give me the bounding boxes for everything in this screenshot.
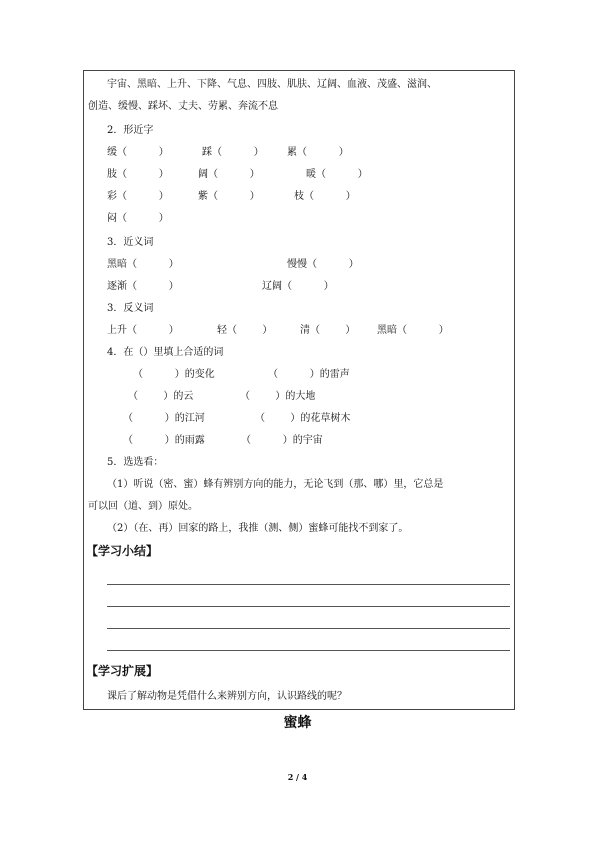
- similar-chars-item: 枝（ ）: [294, 191, 356, 202]
- section-antonyms: 3．反义词: [107, 303, 154, 314]
- antonym-item: 轻（ ）: [217, 325, 273, 336]
- fill-item: （ ）的雷声: [268, 369, 350, 380]
- fill-item: （ ）的变化: [133, 369, 215, 380]
- fill-item: （ ）的花草树木: [255, 413, 351, 424]
- similar-chars-item: 彩（ ）: [107, 191, 169, 202]
- similar-chars-item: 缓（ ）: [107, 147, 169, 158]
- extension-text: 课后了解动物是凭借什么来辨别方向，认识路线的呢？: [107, 691, 347, 702]
- similar-chars-item: 累（ ）: [287, 147, 349, 158]
- choose-question-1-line-2: 可以回（道、到）原处。: [88, 501, 198, 512]
- fill-item: （ ）的大地: [240, 391, 316, 402]
- similar-chars-item: 暖（ ）: [306, 169, 368, 180]
- antonym-item: 上升（ ）: [107, 325, 179, 336]
- similar-chars-item: 肢（ ）: [107, 169, 169, 180]
- section-synonyms: 3．近义词: [107, 237, 154, 248]
- summary-answer-line: [107, 650, 510, 651]
- vocab-line-2: 创造、缓慢、踩坏、丈夫、劳累、奔流不息: [88, 101, 278, 112]
- summary-answer-line: [107, 628, 510, 629]
- fill-item: （ ）的宇宙: [241, 435, 323, 446]
- section-similar-chars: 2．形近字: [107, 125, 154, 136]
- fill-item: （ ）的江河: [123, 413, 205, 424]
- antonym-item: 清（ ）: [300, 325, 356, 336]
- page-number: 2 / 4: [287, 772, 308, 782]
- fill-item: （ ）的云: [128, 391, 194, 402]
- synonym-item: 黑暗（ ）: [107, 259, 179, 270]
- section-choose: 5．选选看：: [107, 457, 164, 468]
- similar-chars-item: 阔（ ）: [198, 169, 260, 180]
- summary-answer-line: [107, 606, 510, 607]
- antonym-item: 黑暗（ ）: [377, 325, 449, 336]
- choose-question-1-line-1: （1）听说（密、蜜）蜂有辨别方向的能力，无论飞到（那、哪）里，它总是: [107, 479, 444, 490]
- synonym-item: 慢慢（ ）: [287, 259, 359, 270]
- summary-answer-line: [107, 584, 510, 585]
- summary-heading: 【学习小结】: [86, 544, 159, 558]
- section-fill-words: 4．在（）里填上合适的词: [107, 347, 224, 358]
- synonym-item: 辽阔（ ）: [262, 281, 334, 292]
- fill-item: （ ）的雨露: [123, 435, 205, 446]
- synonym-item: 逐渐（ ）: [107, 281, 179, 292]
- similar-chars-item: 踩（ ）: [202, 147, 264, 158]
- extension-heading: 【学习扩展】: [86, 664, 159, 678]
- similar-chars-item: 紫（ ）: [198, 191, 260, 202]
- next-lesson-title: 蜜蜂: [283, 715, 312, 731]
- vocab-line-1: 宇宙、黑暗、上升、下降、气息、四肢、肌肤、辽阔、血液、茂盛、滋润、: [107, 79, 437, 90]
- choose-question-2: （2）（在、再）回家的路上，我推（测、侧）蜜蜂可能找不到家了。: [107, 523, 409, 534]
- similar-chars-item: 闷（ ）: [107, 213, 169, 224]
